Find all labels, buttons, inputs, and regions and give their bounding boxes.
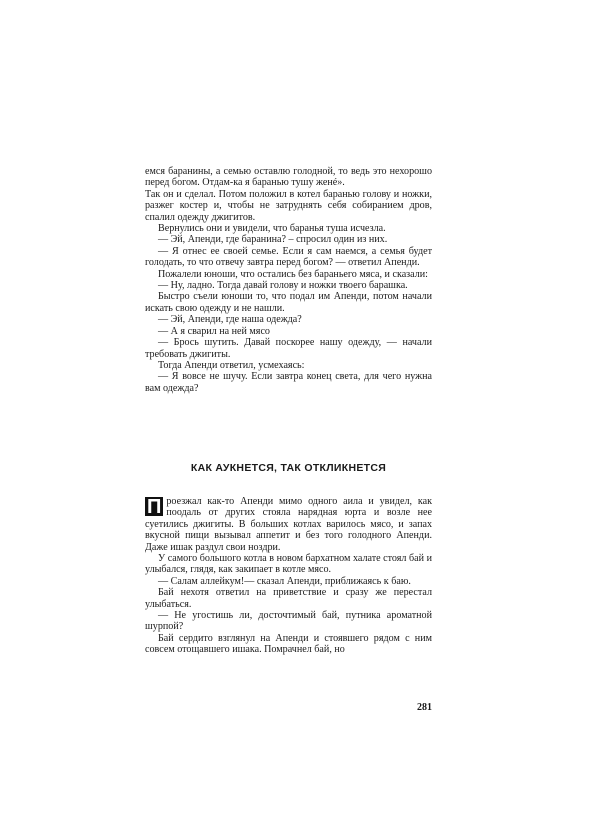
first-paragraph-text: роезжал как-то Апенди мимо одного аила и увидел, как поодаль от других стояла нарядная юрта и возле нее суетились джигиты. В больших котлах варилось мясо, и запах вкусной пищи вызывал аппетит и без того голодного Апенди. Даже ишак раздул свои ноздри. [145, 496, 432, 553]
bottom-paragraphs [145, 553, 432, 656]
paragraph: Так он и сделал. Потом положил в котел баранью голову и ножки, разжег костер и, чтобы не затруднять себя собиранием дров, спалил одежду джигитов. [145, 188, 432, 223]
paragraph: — А я сварил на ней мясо [158, 325, 270, 337]
paragraph: — Я отнес ее своей семье. Если я сам наемся, а семья будет голодать, то что отвечу завтра перед богом? — ответил Апенди. [145, 245, 432, 269]
paragraph: — Брось шутить. Давай поскорее нашу одежду, — начали требовать джигиты. [145, 337, 432, 360]
paragraph: Бай сердито взглянул на Апенди и стоявшего рядом с ним совсем отощавшего ишака. Помрачнел бай, но [145, 632, 432, 656]
section-title: КАК АУКНЕТСЯ, ТАК ОТКЛИКНЕТСЯ [190, 462, 387, 474]
paragraph: Вернулись они и увидели, что баранья туша исчезла. [158, 223, 386, 235]
drop-cap: П [147, 496, 162, 518]
first-paragraph [145, 496, 432, 553]
top-text-block [145, 166, 432, 394]
paragraph: — Салам аллейкум!— сказал Апенди, приближаясь к баю. [158, 575, 411, 587]
paragraph: Быстро съели юноши то, что подал им Апенди, потом начали искать свою одежду и не нашли. [145, 291, 432, 314]
paragraph: — Эй, Апенди, где баранина? – спросил один из них. [158, 234, 388, 246]
paragraph: емся баранины, а семью оставлю голодной, то ведь это нехорошо перед богом. Отдам-ка я баранью тушу женé». [145, 166, 432, 189]
paragraph: Пожалели юноши, что остались без бараньего мяса, и сказали: [158, 268, 428, 280]
paragraph: — Ну, ладно. Тогда давай голову и ножки твоего барашка. [158, 280, 408, 292]
paragraph: У самого большого котла в новом бархатном халате стоял бай и улыбался, глядя, как закипает в котле мясо. [145, 553, 432, 576]
paragraph: — Эй, Апенди, где наша одежда? [158, 314, 302, 326]
paragraph: — Я вовсе не шучу. Если завтра конец света, для чего нужна вам одежда? [145, 371, 432, 394]
paragraph: Тогда Апенди ответил, усмехаясь: [158, 359, 305, 371]
bottom-text-block [145, 496, 432, 656]
paragraph: Бай нехотя ответил на приветствие и сразу же перестал улыбаться. [145, 587, 432, 610]
paragraph: — Не угостишь ли, досточтимый бай, путника ароматной шурпой? [145, 610, 432, 633]
page-number: 281 [417, 702, 432, 713]
